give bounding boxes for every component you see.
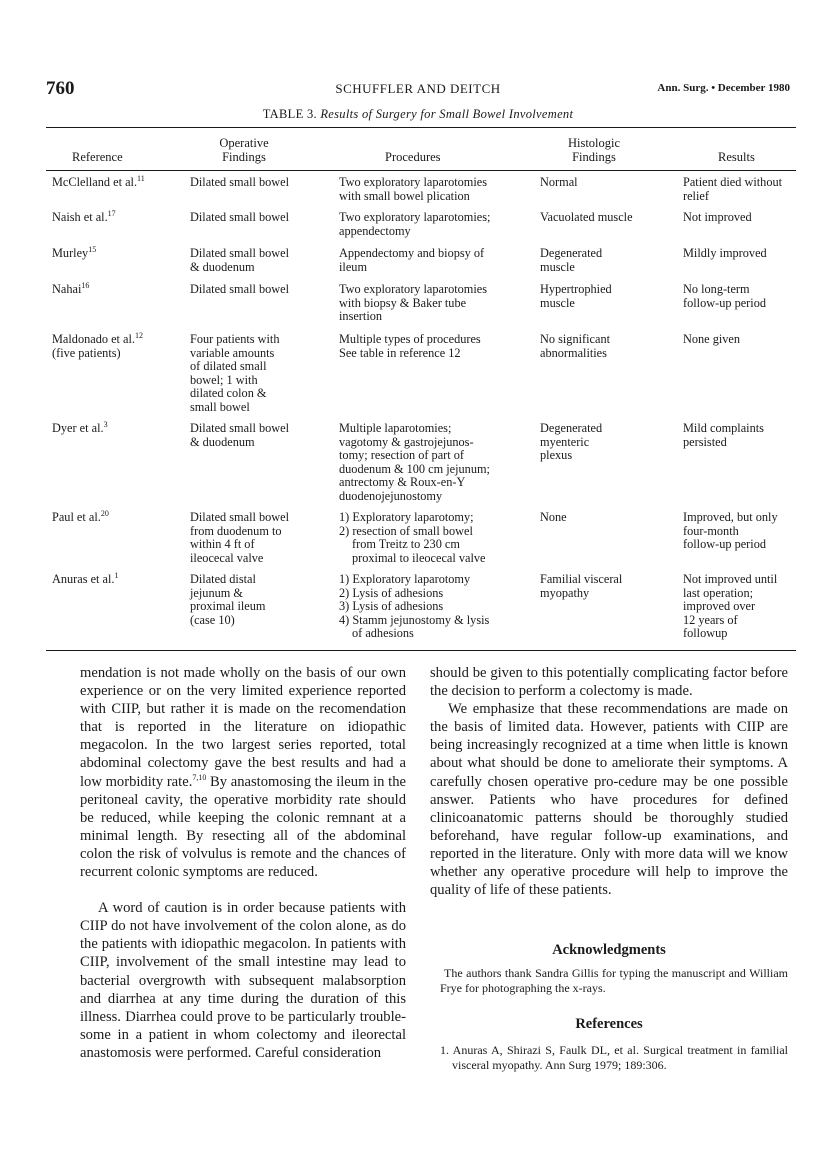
cell-line: Maldonado et al.$^{12}$ <box>52 330 143 346</box>
cell-line: (case 10) <box>190 612 235 627</box>
cell-results <box>683 283 766 310</box>
cell-line: Naish et al.$^{17}$ <box>52 208 116 224</box>
cell-line: Dilated small bowel <box>190 421 290 435</box>
cell-results <box>683 422 764 449</box>
citation-superscript: 12 <box>134 330 143 340</box>
cell-line: of dilated small <box>190 359 267 373</box>
cell-operative-findings <box>190 211 289 225</box>
cell-line: 2) Lysis of adhesions <box>339 585 444 600</box>
cell-line: Two exploratory laparotomies <box>339 282 488 296</box>
cell-line: Patient died without <box>683 175 783 189</box>
cell-line: proximal to ileocecal valve <box>352 550 486 565</box>
cell-operative-findings <box>190 176 289 190</box>
cell-line: small bowel <box>190 399 250 414</box>
cell-line: & duodenum <box>190 434 255 449</box>
cell-procedures <box>339 573 489 641</box>
cell-results <box>683 511 778 552</box>
cell-line: improved over <box>683 599 756 613</box>
cell-procedures <box>339 511 486 565</box>
cell-line: myenteric <box>540 434 590 449</box>
cell-line: Two exploratory laparotomies <box>339 175 488 189</box>
cell-procedures <box>339 211 490 238</box>
cell-line: Dilated small bowel <box>190 282 290 296</box>
cell-procedures <box>339 176 487 203</box>
cell-line: myopathy <box>540 585 590 600</box>
cell-line: 1) Exploratory laparotomy <box>339 572 471 586</box>
cell-line: 4) Stamm jejunostomy & lysis <box>339 612 490 627</box>
references-heading: References <box>575 1016 643 1032</box>
cell-reference <box>52 173 145 190</box>
cell-line: from Treitz to 230 cm <box>352 537 460 551</box>
cell-line: McClelland et al.$^{11}$ <box>52 173 145 189</box>
citation-superscript: 1 <box>114 570 119 580</box>
table-label: TABLE 3. <box>262 107 317 121</box>
page-header <box>46 78 790 100</box>
cell-reference <box>52 419 108 436</box>
body-paragraph: should be given to this potentially complicating factor before the decision to perform a colectomy is made. <box>430 665 788 700</box>
cell-line: Nahai$^{16}$ <box>52 280 90 296</box>
cell-line: four-month <box>683 523 739 538</box>
cell-procedures <box>339 247 484 274</box>
col-header-results: Results <box>718 150 755 164</box>
cell-procedures <box>339 422 490 503</box>
col-header-reference: Reference <box>72 150 123 164</box>
cell-line: muscle <box>540 295 575 310</box>
cell-line: insertion <box>339 309 383 323</box>
cell-line: plexus <box>540 448 573 462</box>
cell-line: variable amounts <box>190 345 275 360</box>
cell-line: with small bowel plication <box>339 188 470 203</box>
cell-line: Appendectomy and biopsy of <box>339 246 485 260</box>
cell-line: Paul et al.$^{20}$ <box>52 508 109 524</box>
cell-operative-findings <box>190 247 289 274</box>
cell-histologic-findings <box>540 176 578 190</box>
cell-line: 1) Exploratory laparotomy; <box>339 510 474 524</box>
cell-line: 2) resection of small bowel <box>339 523 473 538</box>
cell-line: Multiple types of procedures <box>339 332 481 346</box>
table-title: Results of Surgery for Small Bowel Involvement <box>320 107 574 121</box>
cell-line: Hypertrophied <box>540 282 612 296</box>
cell-operative-findings <box>190 283 289 297</box>
cell-line: duodenojejunostomy <box>339 488 443 503</box>
cell-line: Degenerated <box>540 421 603 435</box>
cell-line: Dyer et al.$^3$ <box>52 419 108 435</box>
cell-histologic-findings <box>540 247 602 274</box>
cell-reference <box>52 330 143 360</box>
running-title: SCHUFFLER AND DEITCH <box>335 81 501 96</box>
cell-results <box>683 333 740 347</box>
cell-line: No significant <box>540 332 611 346</box>
cell-reference <box>52 244 97 261</box>
body-paragraph: A word of caution is in order because patients with CIIP do not have involvement of the colon alone, as do the patients with idiopathic megacolon. In patients with CIIP, involvement of the small intestine may lead to bacterial overgrowth with subsequent malabsorption and diarrhea at any time during the duration of this illness. Diarrhea could prove to be particularly trouble-some in a patient in whom colectomy and ileorectal anastomosis were performed. Careful consideration <box>80 900 406 1061</box>
cell-line: Dilated distal <box>190 572 256 586</box>
reference-list <box>440 1043 788 1073</box>
acknowledgments-text: The authors thank Sandra Gillis for typing the manuscript and William Frye for photographing the x-rays. <box>440 966 788 995</box>
cell-line: follow-up period <box>683 295 766 310</box>
cell-procedures <box>339 333 481 360</box>
cell-histologic-findings <box>540 511 567 525</box>
body-paragraph: We emphasize that these recommendations are made on the basis of limited data. However, patients with CIIP are being increasingly recognized at a time when little is known about what should be done to ameliorate their symptoms. A carefully chosen operative pro-cedure may be one possible answer. Patients who have procedures for defined clinicoanatomic patterns should be thoroughly studied beforehand, have regular follow-up examinations, and reported in the literature. Only with more data will we know whether any operative procedure will help to improve the quality of life of these patients. <box>430 701 788 899</box>
cell-line: Murley$^{15}$ <box>52 244 97 260</box>
cell-line: last operation; <box>683 585 754 600</box>
citation-superscript: 16 <box>81 280 90 290</box>
cell-line: 3) Lysis of adhesions <box>339 599 444 613</box>
cell-reference <box>52 280 90 297</box>
body-left-column <box>80 664 406 1062</box>
cell-histologic-findings <box>540 333 610 360</box>
cell-line: (five patients) <box>52 345 121 360</box>
cell-line: Normal <box>540 175 578 189</box>
cell-histologic-findings <box>540 211 633 225</box>
cell-line: No long-term <box>683 282 750 296</box>
cell-reference <box>52 570 119 587</box>
cell-histologic-findings <box>540 422 602 463</box>
body-paragraph: mendation is not made wholly on the basis of our own experience or on the very limited experience reported with CIIP, but rather it is made on the recomendation that is reported in the literature on idiopathic megacolon. In the two largest series reported, total abdominal colectomy gave the best results and had a low morbidity rate.$^{7,10}$ By anastomosing the ileum in the peritoneal cavity, the operative morbidity rate should be reduced, while keeping the colonic remnant at a minimal length. By resecting all of the abdominal colon the risk of volvulus is remote and the chances of recurrent colonic symptoms are reduced. <box>80 665 406 881</box>
cell-line: Dilated small bowel <box>190 246 290 260</box>
cell-line: Degenerated <box>540 246 603 260</box>
cell-line: bowel; 1 with <box>190 372 258 387</box>
col-header-procedures: Procedures <box>385 150 441 164</box>
cell-line: from duodenum to <box>190 523 282 538</box>
cell-operative-findings <box>190 333 280 414</box>
cell-line: antrectomy & Roux-en-Y <box>339 475 466 489</box>
citation-superscript: 15 <box>88 244 97 254</box>
cell-histologic-findings <box>540 573 622 600</box>
cell-line: ileocecal valve <box>190 550 264 565</box>
citation-superscript: 17 <box>107 208 116 218</box>
cell-line: Not improved until <box>683 572 778 586</box>
cell-reference <box>52 508 109 525</box>
cell-line: tomy; resection of part of <box>339 448 464 462</box>
page-number: 760 <box>46 78 75 99</box>
cell-line: Multiple laparotomies; <box>339 421 452 435</box>
cell-operative-findings <box>190 422 289 449</box>
cell-line: Anuras et al.$^1$ <box>52 570 119 586</box>
cell-results <box>683 573 777 641</box>
cell-reference <box>52 208 116 225</box>
body-right-column <box>430 664 788 899</box>
cell-line: persisted <box>683 434 727 449</box>
cell-histologic-findings <box>540 283 612 310</box>
col-header-histologic-findings: Histologic Findings <box>567 136 621 164</box>
cell-operative-findings <box>190 511 289 565</box>
cell-line: with biopsy & Baker tube <box>339 295 467 310</box>
reference-item: 1. Anuras A, Shirazi S, Faulk DL, et al. Surgical treatment in familial visceral myopathy. Ann Surg 1979; 189:306. <box>440 1043 788 1072</box>
cell-line: duodenum & 100 cm jejunum; <box>339 461 490 476</box>
cell-line: Dilated small bowel <box>190 510 290 524</box>
cell-line: muscle <box>540 259 575 274</box>
table-top-rule <box>46 127 796 128</box>
cell-line: vagotomy & gastrojejunos- <box>339 434 474 449</box>
cell-line: Improved, but only <box>683 510 778 524</box>
cell-line: & duodenum <box>190 259 255 274</box>
table-header-rule <box>46 170 796 171</box>
cell-line: appendectomy <box>339 223 411 238</box>
acknowledgments-heading: Acknowledgments <box>552 942 666 958</box>
cell-line: Not improved <box>683 210 752 224</box>
cell-line: relief <box>683 188 709 203</box>
cell-line: Two exploratory laparotomies; <box>339 210 491 224</box>
cell-line: Dilated small bowel <box>190 175 290 189</box>
cell-line: None <box>540 510 567 524</box>
cell-line: jejunum & <box>190 585 243 600</box>
cell-line: dilated colon & <box>190 386 267 400</box>
cell-results <box>683 247 767 261</box>
cell-line: abnormalities <box>540 345 607 360</box>
cell-line: Four patients with <box>190 332 280 346</box>
cell-line: follow-up period <box>683 537 766 551</box>
cell-line: Mildly improved <box>683 246 767 260</box>
cell-line: Vacuolated muscle <box>540 210 633 224</box>
cell-line: 12 years of <box>683 612 738 627</box>
cell-procedures <box>339 283 487 324</box>
cell-operative-findings <box>190 573 265 627</box>
journal-citation: Ann. Surg. • December 1980 <box>657 82 790 94</box>
cell-line: Mild complaints <box>683 421 764 435</box>
cell-line: Familial visceral <box>540 572 623 586</box>
cell-line: None given <box>683 332 741 346</box>
cell-line: followup <box>683 626 728 640</box>
cell-results <box>683 176 782 203</box>
cell-line: within 4 ft of <box>190 537 255 551</box>
cell-line: Dilated small bowel <box>190 210 290 224</box>
cell-line: ileum <box>339 259 368 274</box>
citation-superscript: 11 <box>137 173 145 183</box>
cell-line: proximal ileum <box>190 599 266 613</box>
table-bottom-rule <box>46 650 796 651</box>
table-caption <box>46 107 790 122</box>
cell-line: of adhesions <box>352 626 414 640</box>
cell-results <box>683 211 752 225</box>
citation-superscript: 20 <box>100 508 109 518</box>
col-header-operative-findings: Operative Findings <box>219 136 269 164</box>
citation-superscript: 3 <box>103 419 108 429</box>
cell-line: See table in reference 12 <box>339 345 461 360</box>
